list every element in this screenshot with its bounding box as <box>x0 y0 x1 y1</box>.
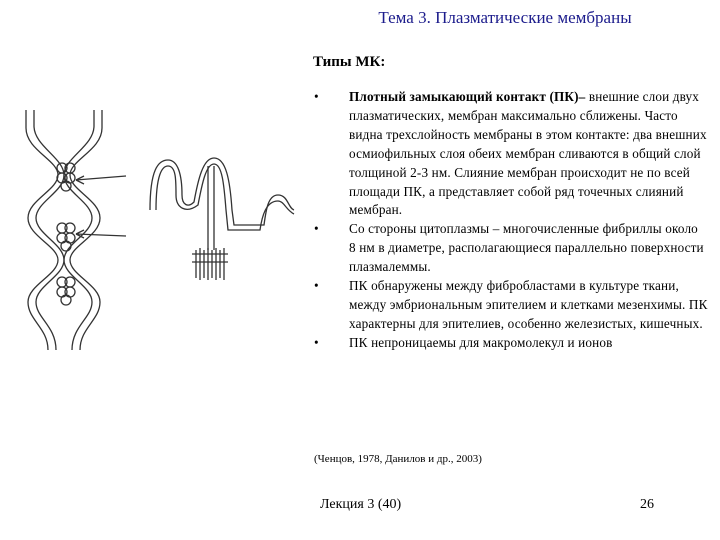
footer-lecture-label: Лекция 3 (40) <box>320 497 402 512</box>
bullet-body: ПК обнаружены между фибробластами в культуре ткани, между эмбриональным эпителием и клетками мезенхимы. ПК характерны для эпителиев, особенно железистых, кишечных. <box>349 278 708 331</box>
list-item <box>312 277 712 334</box>
citation: (Ченцов, 1978, Данилов и др., 2003) <box>314 453 482 465</box>
list-item <box>312 334 712 353</box>
membrane-fibrils-diagram <box>148 150 298 290</box>
bullet-text <box>349 277 712 334</box>
bullet-body: внешние слои двух плазматических, мембран максимально сближены. Часто видна трехслойность мембраны в этом контакте: два внешних осмиофильных слоя обеих мембран сливаются в общий слой толщиной 2-3 нм. Слияние мембран происходит не по всей площади ПК, а представляет собой ряд точечных слияний мембран. <box>349 89 707 218</box>
bullet-marker: • <box>314 278 319 294</box>
bullet-lead: Плотный замыкающий контакт (ПК)– <box>349 89 586 104</box>
list-item <box>312 88 712 220</box>
page-number: 26 <box>640 497 654 512</box>
tight-junction-diagram <box>18 110 128 350</box>
bullet-text <box>349 334 712 353</box>
bullet-list <box>312 88 712 353</box>
list-item <box>312 220 712 277</box>
bullet-marker: • <box>314 221 319 237</box>
bullet-body: ПК непроницаемы для макромолекул и ионов <box>349 334 613 350</box>
bullet-marker: • <box>314 334 319 350</box>
bullet-body: Со стороны цитоплазмы – многочисленные фибриллы около 8 нм в диаметре, располагающиеся параллельно поверхности плазмалеммы. <box>349 221 704 275</box>
bullet-text <box>349 88 712 220</box>
bullet-marker: • <box>314 89 319 104</box>
bullet-text <box>349 220 712 277</box>
slide-title: Тема 3. Плазматические мембраны <box>378 8 632 27</box>
section-heading: Типы МК: <box>313 54 386 70</box>
